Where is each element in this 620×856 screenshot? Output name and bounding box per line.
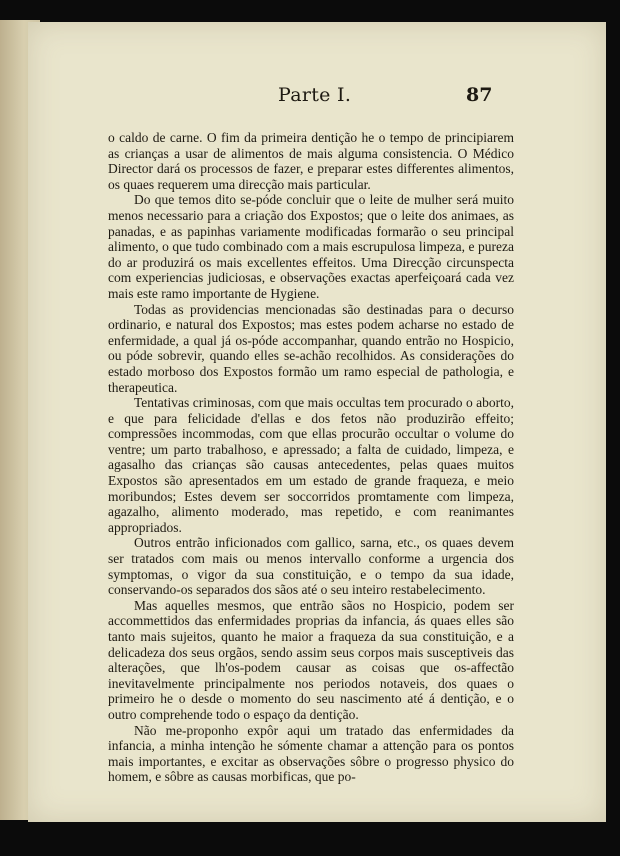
body-text xyxy=(108,130,514,785)
paragraph: Não me-proponho expôr aqui um tratado das enfermidades da infancia, a minha intenção he sómente chamar a attenção para os pontos mais importantes, e excitar as observações sôbre o progresso physico do homem, e sôbre as causas morbificas, que po- xyxy=(108,722,514,785)
page-number: 87 xyxy=(466,84,493,106)
header-title: Parte I. xyxy=(278,84,352,106)
paragraph: o caldo de carne. O fim da primeira dentição he o tempo de principiarem as crianças a usar de alimentos de mais alguma consistencia. O Médico Director dará os processos de fazer, e preparar estes differentes alimentos, os quaes requerem uma direcção mais particular. xyxy=(108,130,514,192)
paragraph: Mas aquelles mesmos, que entrão sãos no Hospicio, podem ser accommettidos das enfermidades proprias da infancia, ás quaes elles são tanto mais sujeitos, quanto he maior a fraqueza da sua constituição, e a delicadeza dos seus orgãos, sendo assim seus corpos mais susceptiveis das alterações, que lh'os-podem causar as coisas que os-affectão inevitavelmente principalmente nos periodos notaveis, dos quaes o primeiro he o desde o momento do seu nascimento até á dentição, e o outro comprehende todo o espaço da dentição. xyxy=(108,597,514,722)
running-header xyxy=(28,84,606,114)
paragraph: Do que temos dito se-póde concluir que o leite de mulher será muito menos necessario para a criação dos Expostos; que o leite dos animaes, as panadas, e as papinhas variamente modificadas formarão o seu principal alimento, o que tudo combinado com a mais escrupulosa limpeza, e pureza do ar produzirá os mais excellentes effeitos. Uma Direcção circunspecta com experiencias judiciosas, e observações exactas aperfeiçoará cada vez mais este ramo importante de Hygiene. xyxy=(108,192,514,301)
paragraph: Outros entrão inficionados com gallico, sarna, etc., os quaes devem ser tratados com mais ou menos intervallo conforme a urgencia dos symptomas, o vigor da sua constituição, e o tempo da sua idade, conservando-os separados dos sãos até o seu inteiro restabelecimento. xyxy=(108,535,514,598)
paragraph: Todas as providencias mencionadas são destinadas para o decurso ordinario, e natural dos Expostos; mas estes podem acharse no estado de enfermidade, a qual já os-póde accompanhar, quando entrão no Hospicio, ou póde sobrevir, quando elles se-achão recolhidos. As considerações do estado morboso dos Expostos formão um ramo especial de pathologia, e therapeutica. xyxy=(108,301,514,395)
paragraph: Tentativas criminosas, com que mais occultas tem procurado o aborto, e que para felicidade d'ellas e dos fetos não produzirão effeito; compressões incommodas, com que ellas procurão occultar o volume do ventre; um parto trabalhoso, e apressado; a falta de cuidado, limpeza, e agasalho das crianças são causas antecedentes, pelas quaes muitos Expostos são apresentados em um estado de grande fraqueza, e meio moribundos; Estes devem ser soccorridos promtamente com limpeza, agazalho, alimento moderado, mas repetido, e com reanimantes appropriados. xyxy=(108,395,514,535)
book-page xyxy=(28,22,606,822)
